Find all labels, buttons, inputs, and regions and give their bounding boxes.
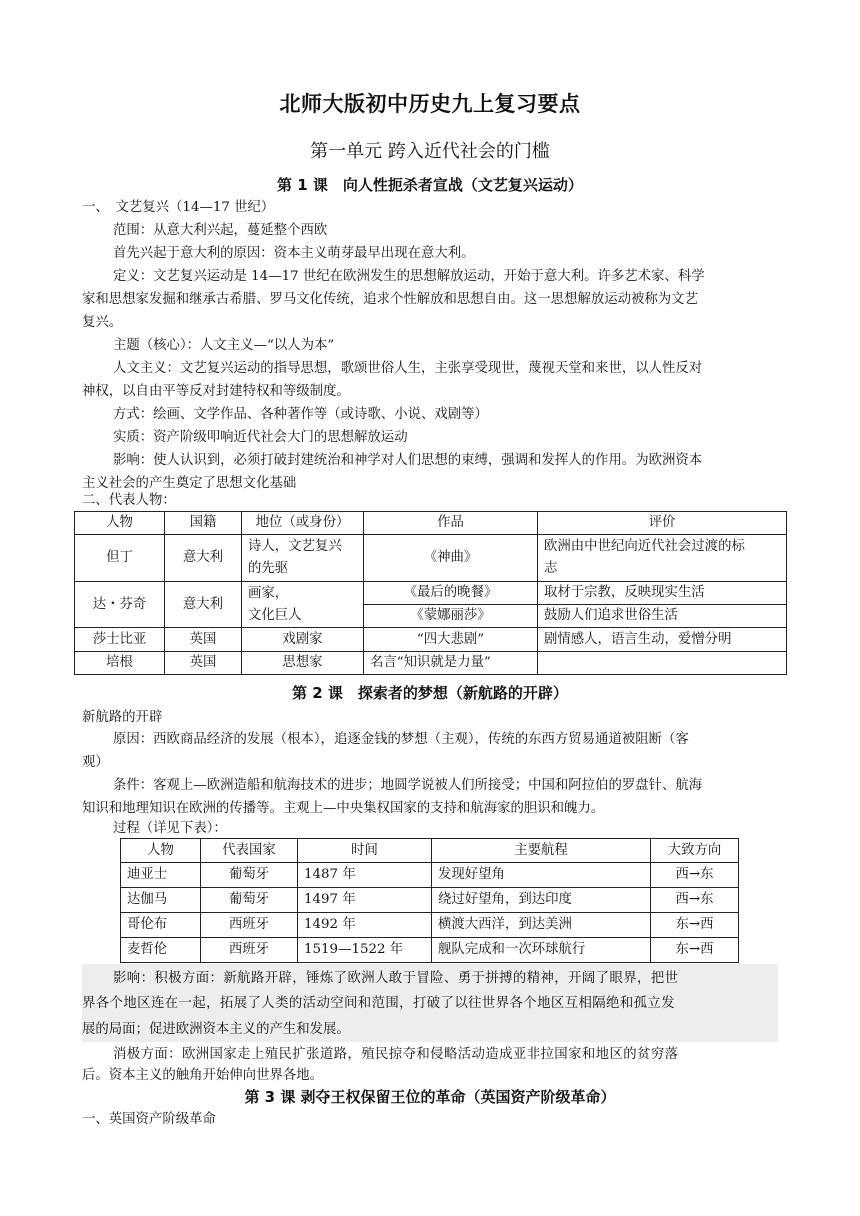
table-cell: 葡萄牙 — [201, 888, 298, 913]
table-header: 主要航程 — [432, 839, 651, 863]
positive-impact-line-1: 影响：积极方面：新航路开辟，锤炼了欧洲人敢于冒险、勇于拼搏的精神，开阔了眼界，把世 — [113, 971, 679, 986]
reason-line-1: 原因：西欧商品经济的发展（根本），追逐金钱的梦想（主观），传统的东西方贸易通道被阻断（客 — [113, 732, 689, 747]
table-cell: 欧洲由中世纪向近代社会过渡的标 志 — [538, 535, 787, 582]
table-cell: 东→西 — [651, 913, 739, 938]
reason-line-2: 观） — [82, 755, 109, 770]
table-cell: 莎士比亚 — [75, 628, 165, 652]
table-cell: 葡萄牙 — [201, 863, 298, 888]
definition-line-3: 复兴。 — [82, 315, 123, 330]
table-cell: 名言“知识就是力量” — [364, 652, 538, 675]
table-header: 人物 — [75, 512, 165, 535]
table-row — [75, 652, 787, 675]
table-cell: 东→西 — [651, 938, 739, 963]
table-row — [121, 938, 739, 963]
lesson-2-title: 第 2 课 探索者的梦想（新航路的开辟） — [292, 684, 568, 702]
impact-line-1: 影响：使人认识到，必须打破封建统治和神学对人们思想的束缚，强调和发挥人的作用。为欧洲资本 — [113, 453, 703, 468]
table-cell: 西班牙 — [201, 938, 298, 963]
table-row — [121, 913, 739, 938]
table-row — [121, 888, 739, 913]
process-label: 过程（详见下表）： — [113, 821, 227, 836]
table-cell: 但丁 — [75, 535, 165, 582]
table-cell: 戏剧家 — [242, 628, 364, 652]
table-header: 大致方向 — [651, 839, 739, 863]
table-cell: 迪亚士 — [121, 863, 201, 888]
table-cell: 西班牙 — [201, 913, 298, 938]
document-title: 北师大版初中历史九上复习要点 — [279, 92, 581, 116]
table-header: 国籍 — [165, 512, 242, 535]
table-cell: 1487 年 — [298, 863, 432, 888]
table-header: 评价 — [538, 512, 787, 535]
table-cell: 发现好望角 — [432, 863, 651, 888]
table-cell: 西→东 — [651, 888, 739, 913]
table-cell: 剧情感人，语言生动，爱憎分明 — [538, 628, 787, 652]
scope-text: 范围：从意大利兴起，蔓延整个西欧 — [113, 223, 328, 238]
table-row — [75, 628, 787, 652]
table-cell: 麦哲伦 — [121, 938, 201, 963]
humanism-line-1: 人文主义：文艺复兴运动的指导思想，歌颂世俗人生，主张享受现世，蔑视天堂和来世，以人性反对 — [113, 361, 703, 376]
positive-impact-line-2: 界各个地区连在一起，拓展了人类的活动空间和范围，打破了以往世界各个地区互相隔绝和孤立发 — [82, 996, 675, 1011]
table-cell: 英国 — [165, 628, 242, 652]
positive-impact-line-3: 展的局面；促进欧洲资本主义的产生和发展。 — [82, 1022, 350, 1037]
condition-line-1: 条件：客观上—欧洲造船和航海技术的进步；地圆学说被人们所接受；中国和阿拉伯的罗盘针、航海 — [113, 778, 703, 793]
figures-table — [74, 511, 787, 675]
table-cell: 绕过好望角，到达印度 — [432, 888, 651, 913]
table-cell: 1492 年 — [298, 913, 432, 938]
table-cell: 达伽马 — [121, 888, 201, 913]
essence-text: 实质：资产阶级叩响近代社会大门的思想解放运动 — [113, 430, 408, 445]
definition-line-1: 定义：文艺复兴运动是 14—17 世纪在欧洲发生的思想解放运动，开始于意大利。许多艺术家、科学 — [113, 269, 705, 284]
condition-line-2: 知识和地理知识在欧洲的传播等。主观上—中央集权国家的支持和航海家的胆识和魄力。 — [82, 801, 605, 816]
lesson-3-title: 第 3 课 剥夺王权保留王位的革命（英国资产阶级革命） — [244, 1088, 616, 1106]
table-cell: 鼓励人们追求世俗生活 — [538, 605, 787, 628]
table-header: 代表国家 — [201, 839, 298, 863]
table-cell: 《蒙娜丽莎》 — [364, 605, 538, 628]
table-cell: 《最后的晚餐》 — [364, 582, 538, 605]
table-cell: 1497 年 — [298, 888, 432, 913]
humanism-line-2: 神权，以自由平等反对封建特权和等级制度。 — [82, 384, 350, 399]
table-row — [75, 582, 787, 605]
english-revolution-heading: 一、英国资产阶级革命 — [82, 1112, 216, 1127]
table-header: 作品 — [364, 512, 538, 535]
table-cell: 诗人，文艺复兴 的先驱 — [242, 535, 364, 582]
table-cell: 英国 — [165, 652, 242, 675]
table-cell: 画家， 文化巨人 — [242, 582, 364, 628]
table-header: 地位（或身份） — [242, 512, 364, 535]
lesson-1-title: 第 1 课 向人性扼杀者宣战（文艺复兴运动） — [277, 176, 583, 194]
new-route-heading: 新航路的开辟 — [82, 710, 163, 725]
table-cell — [538, 652, 787, 675]
table-cell: 意大利 — [165, 582, 242, 628]
table-header: 人物 — [121, 839, 201, 863]
table-cell: 思想家 — [242, 652, 364, 675]
negative-impact-line-1: 消极方面：欧洲国家走上殖民扩张道路，殖民掠夺和侵略活动造成亚非拉国家和地区的贫穷落 — [113, 1047, 679, 1062]
table-cell: 取材于宗教，反映现实生活 — [538, 582, 787, 605]
origin-text: 首先兴起于意大利的原因：资本主义萌芽最早出现在意大利。 — [113, 246, 475, 261]
table-row — [121, 863, 739, 888]
table-cell: 培根 — [75, 652, 165, 675]
table-header: 时间 — [298, 839, 432, 863]
unit-title: 第一单元 跨入近代社会的门槛 — [310, 141, 550, 162]
impact-line-2: 主义社会的产生奠定了思想文化基础 — [82, 476, 297, 491]
section-renaissance-heading: 一、 文艺复兴（14—17 世纪） — [82, 200, 275, 215]
negative-impact-line-2: 后。资本主义的触角开始伸向世界各地。 — [82, 1068, 324, 1083]
method-text: 方式：绘画、文学作品、各种著作等（或诗歌、小说、戏剧等） — [113, 407, 488, 422]
table-cell: 意大利 — [165, 535, 242, 582]
definition-line-2: 家和思想家发掘和继承古希腊、罗马文化传统，追求个性解放和思想自由。这一思想解放运动被称为文艺 — [82, 292, 698, 307]
table-cell: “四大悲剧” — [364, 628, 538, 652]
table-cell: 西→东 — [651, 863, 739, 888]
voyages-table — [120, 838, 739, 963]
table-cell: 舰队完成和一次环球航行 — [432, 938, 651, 963]
table-cell: 横渡大西洋，到达美洲 — [432, 913, 651, 938]
table-cell: 达・芬奇 — [75, 582, 165, 628]
table-row — [75, 535, 787, 582]
table-cell: 《神曲》 — [364, 535, 538, 582]
section-figures-heading: 二、代表人物： — [82, 493, 176, 508]
table-cell: 哥伦布 — [121, 913, 201, 938]
theme-text: 主题（核心）：人文主义—“以人为本” — [113, 338, 335, 353]
table-cell: 1519—1522 年 — [298, 938, 432, 963]
